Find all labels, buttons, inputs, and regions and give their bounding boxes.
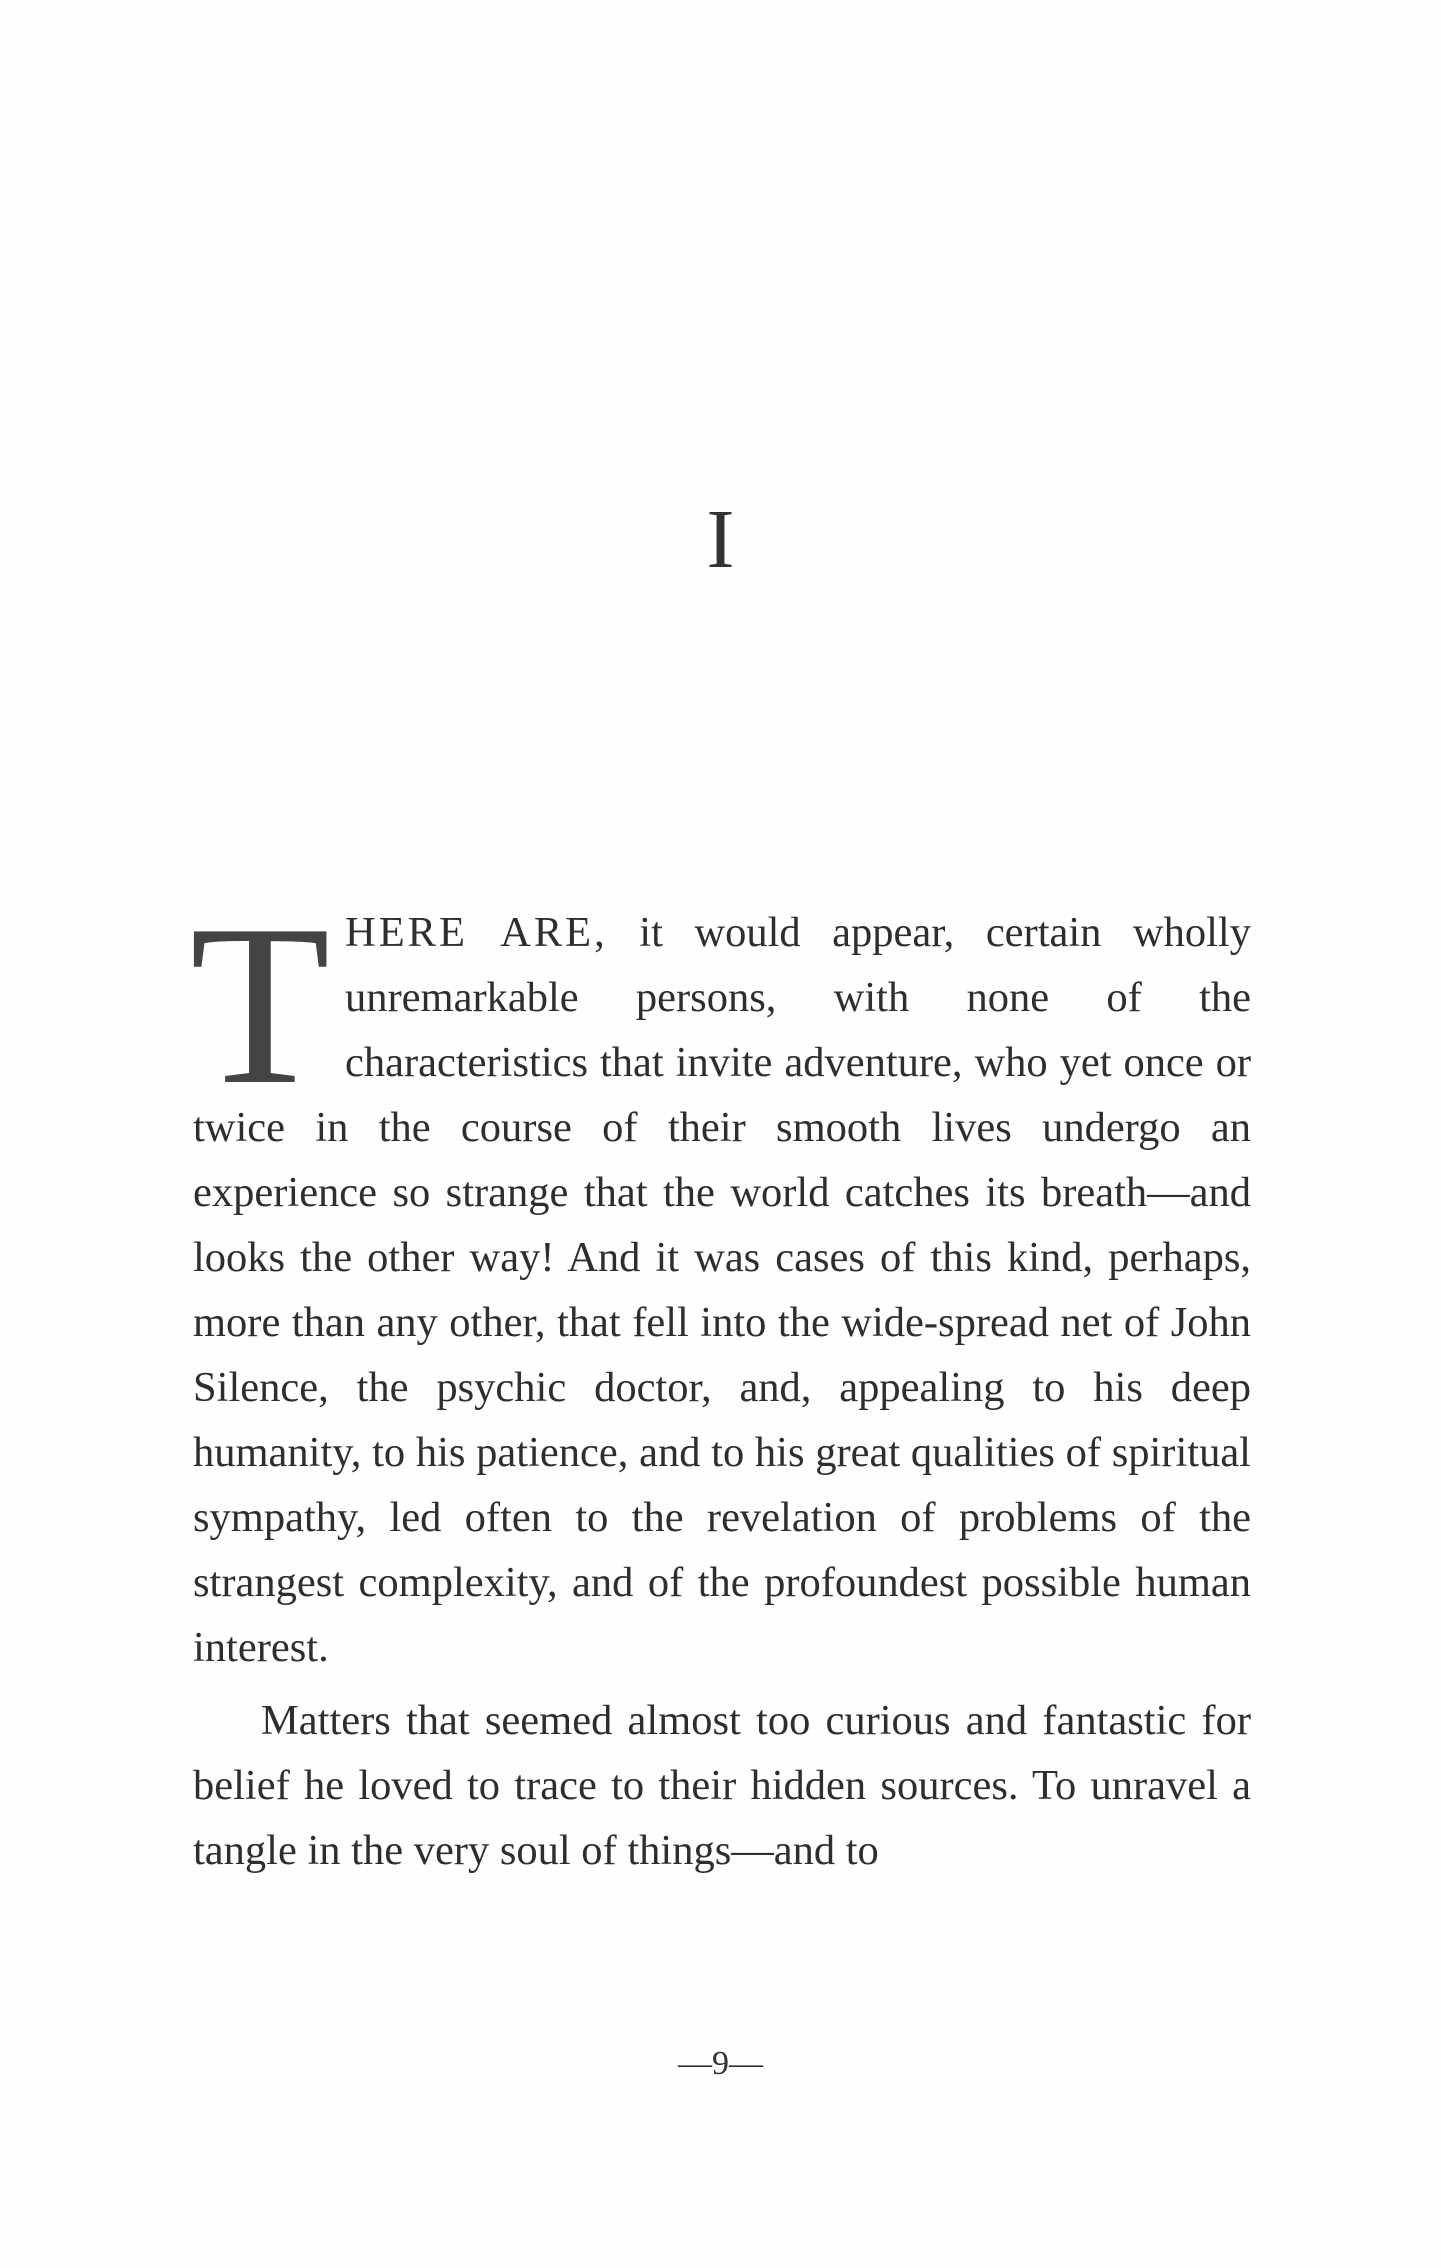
drop-cap-letter: T bbox=[189, 877, 331, 1132]
paragraph-2 bbox=[193, 1688, 1251, 1883]
lead-in-smallcaps: HERE ARE, bbox=[345, 909, 608, 956]
drop-cap bbox=[185, 877, 335, 1132]
body-text bbox=[189, 877, 1251, 1883]
paragraph-1 bbox=[189, 877, 1251, 1680]
paragraph-1-text: it would appear, certain wholly unremarkable persons, with none of the characteristics that invite adventure, who yet once or twice in the course of their smooth lives undergo an experience so strange that the world catches its breath—and looks the other way! And it was cases of this kind, perhaps, more than any other, that fell into the wide-spread net of John Silence, the psychic doctor, and, appealing to his deep humanity, to his patience, and to his great qualities of spiritual sympathy, led often to the revelation of problems of the strangest complexity, and of the profoundest possible human interest. bbox=[193, 909, 1251, 1671]
chapter-number: I bbox=[706, 493, 735, 586]
page-number: —9— bbox=[678, 2045, 763, 2082]
paragraph-2-text: Matters that seemed almost too curious and fantastic for belief he loved to trace to their hidden sources. To unravel a tangle in the very soul of things—and to bbox=[193, 1697, 1251, 1874]
